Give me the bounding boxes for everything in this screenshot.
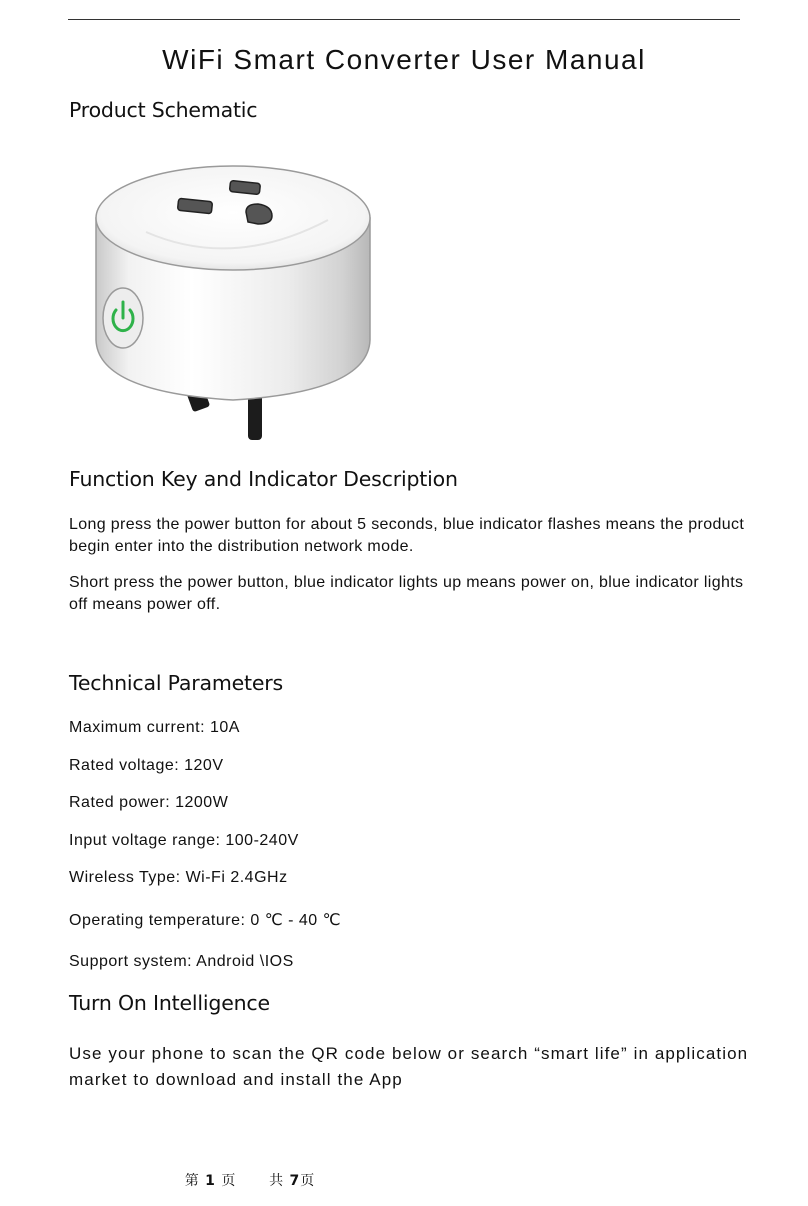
footer-total-prefix: 共 (269, 1173, 285, 1189)
param-wireless-type: Wireless Type: Wi-Fi 2.4GHz (69, 869, 288, 886)
socket-ground-hole (246, 204, 272, 224)
header-rule (68, 19, 740, 20)
param-input-voltage-range: Input voltage range: 100-240V (69, 832, 299, 849)
function-paragraph-short-press: Short press the power button, blue indicator lights up means power on, blue indicator lights off means power off. (69, 574, 744, 613)
param-max-current: Maximum current: 10A (69, 719, 240, 736)
socket-slot-left (177, 198, 212, 213)
param-rated-power: Rated power: 1200W (69, 794, 229, 811)
param-operating-temperature: Operating temperature: 0 ℃ - 40 ℃ (69, 912, 342, 929)
footer-total-unit: 页 (300, 1173, 316, 1189)
footer-page-unit: 页 (221, 1173, 237, 1189)
heading-product-schematic: Product Schematic (69, 98, 258, 122)
document-title: WiFi Smart Converter User Manual (162, 44, 646, 75)
footer-total-pages: 7 (289, 1173, 301, 1189)
page-footer (0, 1170, 500, 1190)
heading-technical-parameters: Technical Parameters (69, 671, 283, 695)
function-paragraph-long-press: Long press the power button for about 5 seconds, blue indicator flashes means the product begin enter into the distribution network mode. (69, 516, 745, 555)
heading-function-key: Function Key and Indicator Description (69, 467, 458, 491)
footer-prefix: 第 (184, 1173, 200, 1189)
socket-slot-right (229, 180, 260, 194)
footer-page-number: 1 (205, 1173, 216, 1189)
heading-turn-on-intelligence: Turn On Intelligence (69, 991, 270, 1015)
intelligence-instructions: Use your phone to scan the QR code below or search “smart life” in application market to download and install the App (69, 1044, 749, 1089)
smart-plug-illustration (88, 160, 378, 450)
param-support-system: Support system: Android \IOS (69, 953, 294, 970)
param-rated-voltage: Rated voltage: 120V (69, 757, 224, 774)
